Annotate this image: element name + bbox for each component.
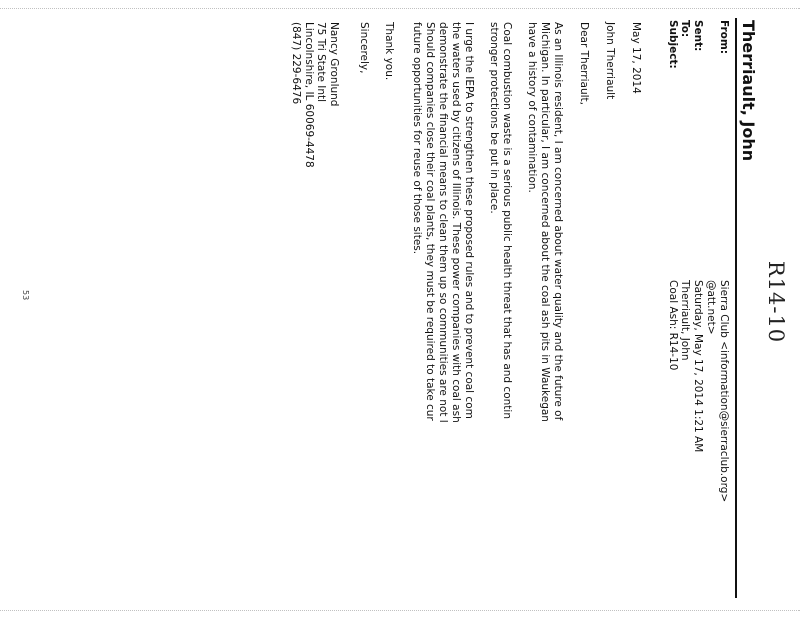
from-label: From:: [718, 20, 730, 55]
paragraph-residency: [525, 22, 564, 622]
sender-name: Therriault, John: [739, 20, 758, 162]
sent-value: Saturday, May 17, 2014 1:21 AM: [692, 280, 704, 453]
paragraph-line: future opportunities for reuse of those sites.: [411, 22, 423, 255]
paragraph-line: Coal combustion waste is a serious public health threat that has and contin: [501, 22, 513, 419]
paragraph-line: stronger protections be put in place.: [488, 22, 500, 214]
from-value: Sierra Club <information@sierraclub.org>: [718, 280, 730, 503]
paragraph-line: I urge the IEPA to strengthen these proposed rules and to prevent coal com: [463, 22, 475, 419]
subject-value: Coal Ash: R14-10: [667, 280, 679, 371]
paragraph-line: demonstrate the financial means to clean them up so communities are not l: [437, 22, 449, 423]
signer-phone: (847) 229-6476: [290, 22, 303, 105]
signer-address-street: 75 Tri State Intl: [315, 22, 328, 103]
closing: Sincerely,: [358, 22, 370, 74]
letter-recipient: John Therriault: [604, 22, 616, 100]
paragraph-line: Michigan. In particular, I am concerned about the coal ash pits in Waukegan: [539, 22, 551, 422]
paragraph-line: have a history of contamination.: [526, 22, 538, 193]
subject-label: Subject:: [667, 20, 679, 69]
signer-name: Nancy Gronlund: [328, 22, 340, 107]
to-value: Therriault, John: [679, 280, 691, 361]
signer-address-city: Lincolnshire, IL 60069-4478: [303, 22, 315, 168]
thank-you: Thank you.: [383, 22, 395, 81]
paragraph-line: the waters used by citizens of Illinois. These power companies with coal ash: [450, 22, 462, 423]
from-value-continued: @att.net>: [705, 280, 717, 335]
letter-date: May 17, 2014: [630, 22, 642, 94]
sent-label: Sent:: [692, 20, 704, 52]
letter-salutation: Dear Therriault,: [578, 22, 590, 105]
scan-edge-artifact: [0, 8, 800, 10]
to-label: To:: [679, 20, 691, 38]
docket-number: R14-10: [764, 260, 788, 344]
paragraph-line: As an Illinois resident, I am concerned about water quality and the future of: [552, 22, 564, 421]
header-rule: [735, 18, 737, 598]
paragraph-line: Should companies close their coal plants, they must be required to take cur: [424, 22, 436, 421]
paragraph-request: [410, 22, 475, 622]
paragraph-public-health: [487, 22, 513, 622]
signature-block: [290, 22, 340, 168]
scan-edge-artifact: [0, 610, 800, 612]
page-number: 53: [21, 290, 30, 301]
